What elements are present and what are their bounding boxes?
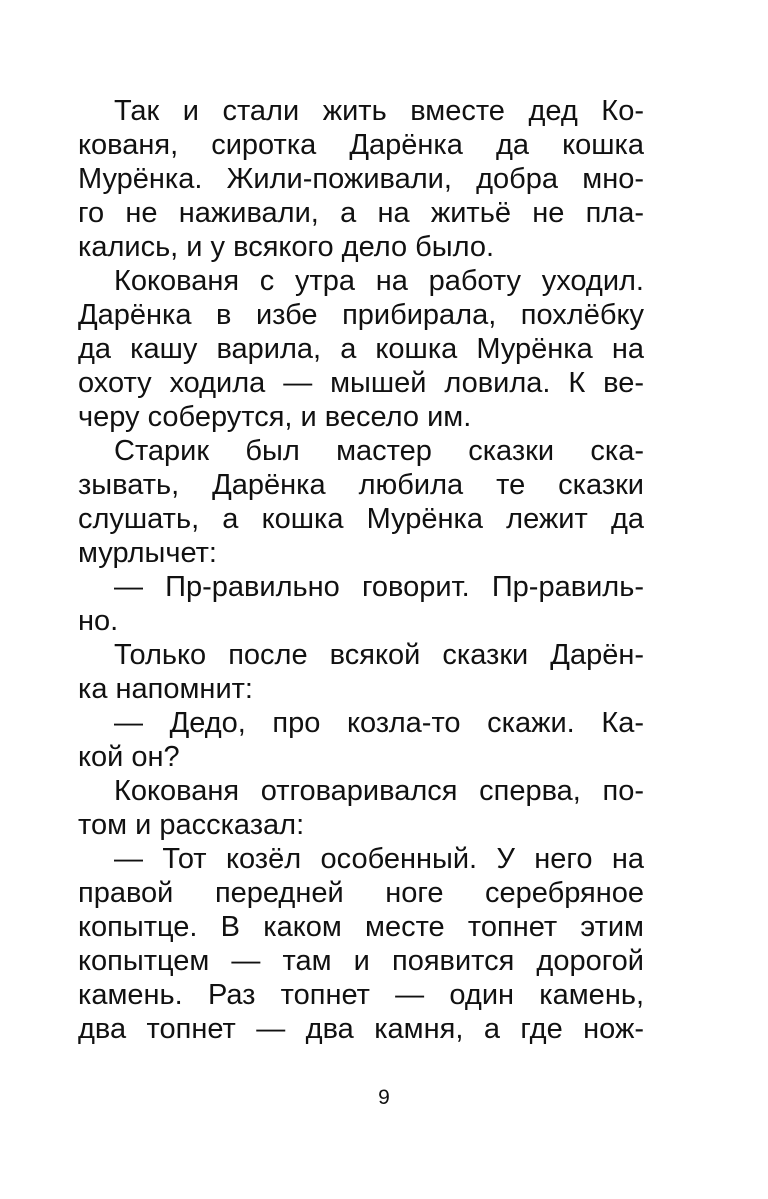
page-text: [78, 94, 644, 1046]
text-line: зывать, Дарёнка любила те сказки: [78, 469, 644, 501]
text-line: мурлычет:: [78, 537, 217, 569]
text-line: Дарёнка в избе прибирала, похлёбку: [78, 299, 644, 331]
text-line: — Тот козёл особенный. У него на: [114, 843, 644, 875]
page-number: 9: [378, 1086, 390, 1109]
text-line: кались, и у всякого дело было.: [78, 231, 495, 263]
text-line: ка напомнит:: [78, 673, 253, 705]
text-line: го не наживали, а на житьё не пла-: [78, 197, 644, 229]
text-line: Кокованя с утра на работу уходил.: [114, 265, 644, 297]
text-line: слушать, а кошка Мурёнка лежит да: [78, 503, 644, 535]
text-line: камень. Раз топнет — один камень,: [78, 979, 644, 1011]
text-line: — Пр-равильно говорит. Пр-равиль-: [114, 571, 644, 603]
text-line: кованя, сиротка Дарёнка да кошка: [78, 129, 644, 161]
text-line: кой он?: [78, 741, 180, 773]
text-line: Кокованя отговаривался сперва, по-: [114, 775, 644, 807]
text-line: — Дедо, про козла-то скажи. Ка-: [114, 707, 644, 739]
text-line: Так и стали жить вместе дед Ко-: [114, 95, 644, 127]
text-line: Мурёнка. Жили-поживали, добра мно-: [78, 163, 644, 195]
text-line: правой передней ноге серебряное: [78, 877, 644, 909]
text-line: охоту ходила — мышей ловила. К ве-: [78, 367, 644, 399]
text-line: Старик был мастер сказки ска-: [114, 435, 644, 467]
text-line: два топнет — два камня, а где нож-: [78, 1013, 644, 1045]
text-line: копытце. В каком месте топнет этим: [78, 911, 644, 943]
text-line: черу соберутся, и весело им.: [78, 401, 472, 433]
text-line: том и рассказал:: [78, 809, 305, 841]
text-line: Только после всякой сказки Дарён-: [114, 639, 644, 671]
text-line: копытцем — там и появится дорогой: [78, 945, 644, 977]
text-line: да кашу варила, а кошка Мурёнка на: [78, 333, 644, 365]
text-line: но.: [78, 605, 119, 637]
